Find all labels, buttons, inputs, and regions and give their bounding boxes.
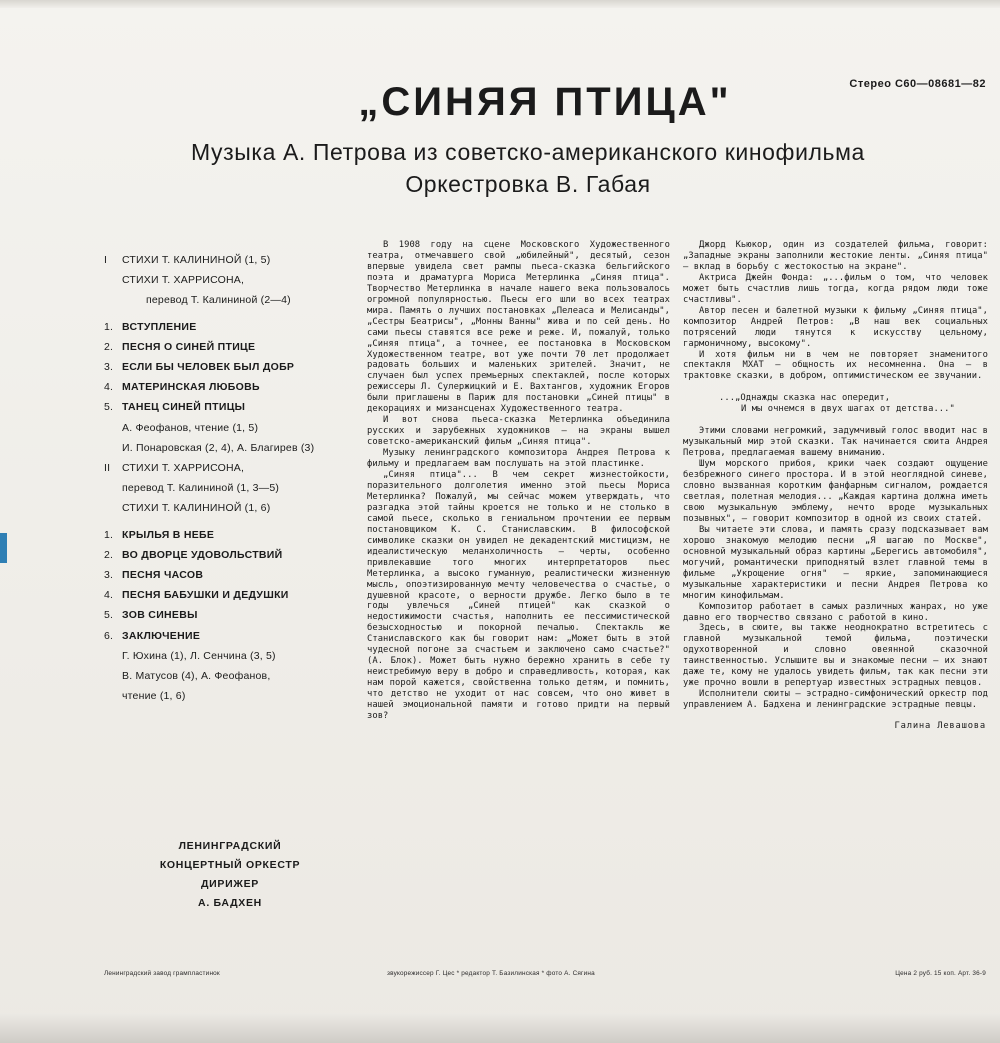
blue-tab-mark [0,533,7,563]
side-one-performers-a: А. Феофанов, чтение (1, 5) [122,421,259,434]
side-one-poets-b: СТИХИ Т. ХАРРИСОНА, [122,274,245,287]
side-two-performers-a: Г. Юхина (1), Л. Сенчина (3, 5) [122,649,276,662]
tracklist [104,250,366,706]
side-two-poets: II СТИХИ Т. ХАРРИСОНА, [104,458,366,478]
essay-paragraph: „Синяя птица"... В чем секрет жизнестойкости, поразительного долголетия именно этой пьесы Мориса Метерлинка? Пожалуй, мы сейчас можем утверждать, что разгадка этой тайны кроется не только и не столько в самой пьесе, сколько в гениальном прочтении ее первым постановщиком К. С. Станиславским. В философской символике сказки он увидел не декадентский мистицизм, не идеалистическую меланхоличность — черты, особенно привлекавшие того многих интерпретаторов пьес Метерлинка, а высоко гуманную, реалистически жизненную мысль, опоэтизированную мечту человечества о счастье, о душевной красоте, о верности дружбе. Легко было в те годы увлечься „Синей птицей" как сказкой о недостижимости счастья, наполнить ее пессимистической безысходностью и покорной печалью. Спектакль же Станиславского как бы говорит нам: „Может быть в этой чудесной погоне за счастьем и заключено само счастье?" (А. Блок). Может быть нужно бережно хранить в себе ту неистребимую веру в добро и справедливость, которая, как нам порой кажется, свойственна только детям, и помнить, что детство не уходит от нас совсем, что оно живет в нашей эмоциональной памяти и готово придти на первый зов? [367,470,670,721]
footer-price: Цена 2 руб. 15 коп. Арт. 36-9 [895,970,986,977]
track-item: 4. ПЕСНЯ БАБУШКИ И ДЕДУШКИ [104,589,289,602]
essay-paragraph: Автор песен и балетной музыки к фильму „Синяя птица", композитор Андрей Петров: „В наш век социальных потрясений люди тянутся к искусству цельному, гармоничному, высокому". [683,305,988,349]
track-item: 2. ПЕСНЯ О СИНЕЙ ПТИЦЕ [104,340,256,353]
track-item: 5. ТАНЕЦ СИНЕЙ ПТИЦЫ [104,401,246,414]
track-item: 3. ПЕСНЯ ЧАСОВ [104,569,204,582]
poem-line: ...„Однажды сказка нас опередит, [719,393,891,404]
side-two-performers-c: чтение (1, 6) [122,690,186,703]
orchestra-credit: ЛЕНИНГРАДСКИЙ КОНЦЕРТНЫЙ ОРКЕСТР ДИРИЖЕР А. БАДХЕН [159,840,301,909]
side-one-poets: I СТИХИ Т. КАЛИНИНОЙ (1, 5) [104,250,366,270]
essay-paragraph: Вы читаете эти слова, и память сразу подсказывает вам хорошо знакомую мелодию песни „Я шагаю по Москве", основной музыкальный образ картины „Берегись автомобиля", могучий, романтически приподнятый взлет главной темы в фильме „Укрощение огня" — яркие, запоминающиеся музыкальные характеристики и песни Андрея Петрова ко многим кинофильмам. [683,524,988,601]
catalog-number: Стерео С60—08681—82 [849,78,986,90]
track-item: 1. КРЫЛЬЯ В НЕБЕ [104,528,215,541]
essay-paragraph: И хотя фильм ни в чем не повторяет знаменитого спектакля МХАТ — общность их несомненна. Она — в трактовке сказки, в добром, оптимистическом ее звучании. [683,349,988,382]
track-item: 3. ЕСЛИ БЫ ЧЕЛОВЕК БЫЛ ДОБР [104,361,295,374]
side-two-poets-c: СТИХИ Т. КАЛИНИНОЙ (1, 6) [122,502,271,515]
footer-manufacturer: Ленинградский завод грампластинок [104,970,220,977]
side-one-label: I [104,254,108,266]
essay-paragraph: Этими словами негромкий, задумчивый голос вводит нас в музыкальный мир этой сказки. Так начинается сюита Андрея Петрова, предлагаемая вашему вниманию. [683,426,988,459]
essay-paragraph: Композитор работает в самых различных жанрах, но уже давно его творчество связано с работой в кино. [683,601,988,623]
side-two-poets-b: перевод Т. Калининой (1, 3—5) [122,482,280,495]
essay-paragraph: Исполнители сюиты — эстрадно-симфонический оркестр под управлением А. Бадхена и ленинградские эстрадные певцы. [683,689,988,711]
liner-notes-column-1 [367,240,670,722]
album-title: „СИНЯЯ ПТИЦА" [358,80,732,124]
side-one-poets-c: перевод Т. Калининой (2—4) [146,294,291,307]
essay-paragraph: Шум морского прибоя, крики чаек создают ощущение безбрежного синего простора. И в этой неоглядной синеве, словно вызванная коротким фанфарным сигналом, рождается светлая, полетная мелодия... „Каждая картина должна иметь свою музыкальную эмблему, нечто вроде музыкальных позывных", — говорит композитор в одной из своих статей. [683,459,988,524]
track-item: 6. ЗАКЛЮЧЕНИЕ [104,629,201,642]
footer-credits: звукорежиссер Г. Цес * редактор Т. Базилинская * фото А. Сягина [387,970,595,977]
essay-paragraph: Музыку ленинградского композитора Андрея Петрова к фильму и предлагаем вам послушать на этой пластинке. [367,448,670,470]
track-item: 4. МАТЕРИНСКАЯ ЛЮБОВЬ [104,381,260,394]
essay-paragraph: Здесь, в сюите, вы также неоднократно встретитесь с главной музыкальной темой фильма, поэтически одухотворенной и словно овеянной сказочной таинственностью. Услышите вы и знакомые песни — их знают даже те, кому не удалось увидеть фильм, так как песни эти уже прочно вошли в репертуар известных эстрадных певцов. [683,623,988,689]
track-item: 2. ВО ДВОРЦЕ УДОВОЛЬСТВИЙ [104,548,283,561]
sleeve-top-edge [0,0,1000,8]
essay-paragraph: В 1908 году на сцене Московского Художественного театра, отмечавшего свой „юбилейный", десятый, сезон впервые увидела свет рампы пьеса-сказка бельгийского поэта и драматурга Мориса Метерлинка „Синяя птица". Творчество Метерлинка в начале нашего века пользовалось огромной популярностью. Пьесы его шли во всех театрах мира. Память о лучших постановках „Пелеаса и Мелисанды", „Сестры Беатрисы", „Монны Ванны" жива и по сей день. Но сами пьесы ставятся все реже и реже. И, пожалуй, только „Синяя птица", а точнее, ее постановка в Московском Художественном театре, вот уже почти 70 лет продолжает радовать больших и маленьких зрителей. Значит, не случаен был успех премьерных спектаклей, после которых режиссеры Л. Сулержицкий и Е. Вахтангов, художник Егоров были приглашены в Париж для постановки „Синей птицы" в декорациях и мизансценах Художественного театра. [367,240,670,415]
side-two-label: II [104,462,111,475]
author-signature: Галина Левашова [894,721,986,732]
liner-notes-column-2 [683,240,988,732]
sleeve-bottom-edge [0,1013,1000,1043]
subtitle-composer: Музыка А. Петрова из советско-американского кинофильма [191,139,865,165]
poem-line: И мы очнемся в двух шагах от детства..." [741,404,955,415]
track-item: 5. ЗОВ СИНЕВЫ [104,609,198,622]
essay-paragraph: Джорд Кьюкор, один из создателей фильма, говорит: „Западные экраны заполнили жестокие ленты. „Синяя птица" — вклад в борьбу с жестокостью на экране". [683,240,988,272]
side-one-performers-b: И. Понаровская (2, 4), А. Благирев (3) [122,441,315,454]
track-item: 1. ВСТУПЛЕНИЕ [104,320,197,333]
subtitle-orchestration: Оркестровка В. Габая [405,171,651,197]
essay-paragraph: И вот снова пьеса-сказка Метерлинка объединила русских и зарубежных художников — на экраны вышел советско-американский фильм „Синяя птица". [367,415,670,448]
essay-paragraph: Актриса Джейн Фонда: „...фильм о том, что человек может быть счастлив лишь тогда, когда рядом люди тоже счастливы". [683,272,988,305]
side-two-performers-b: В. Матусов (4), А. Феофанов, [122,670,271,683]
